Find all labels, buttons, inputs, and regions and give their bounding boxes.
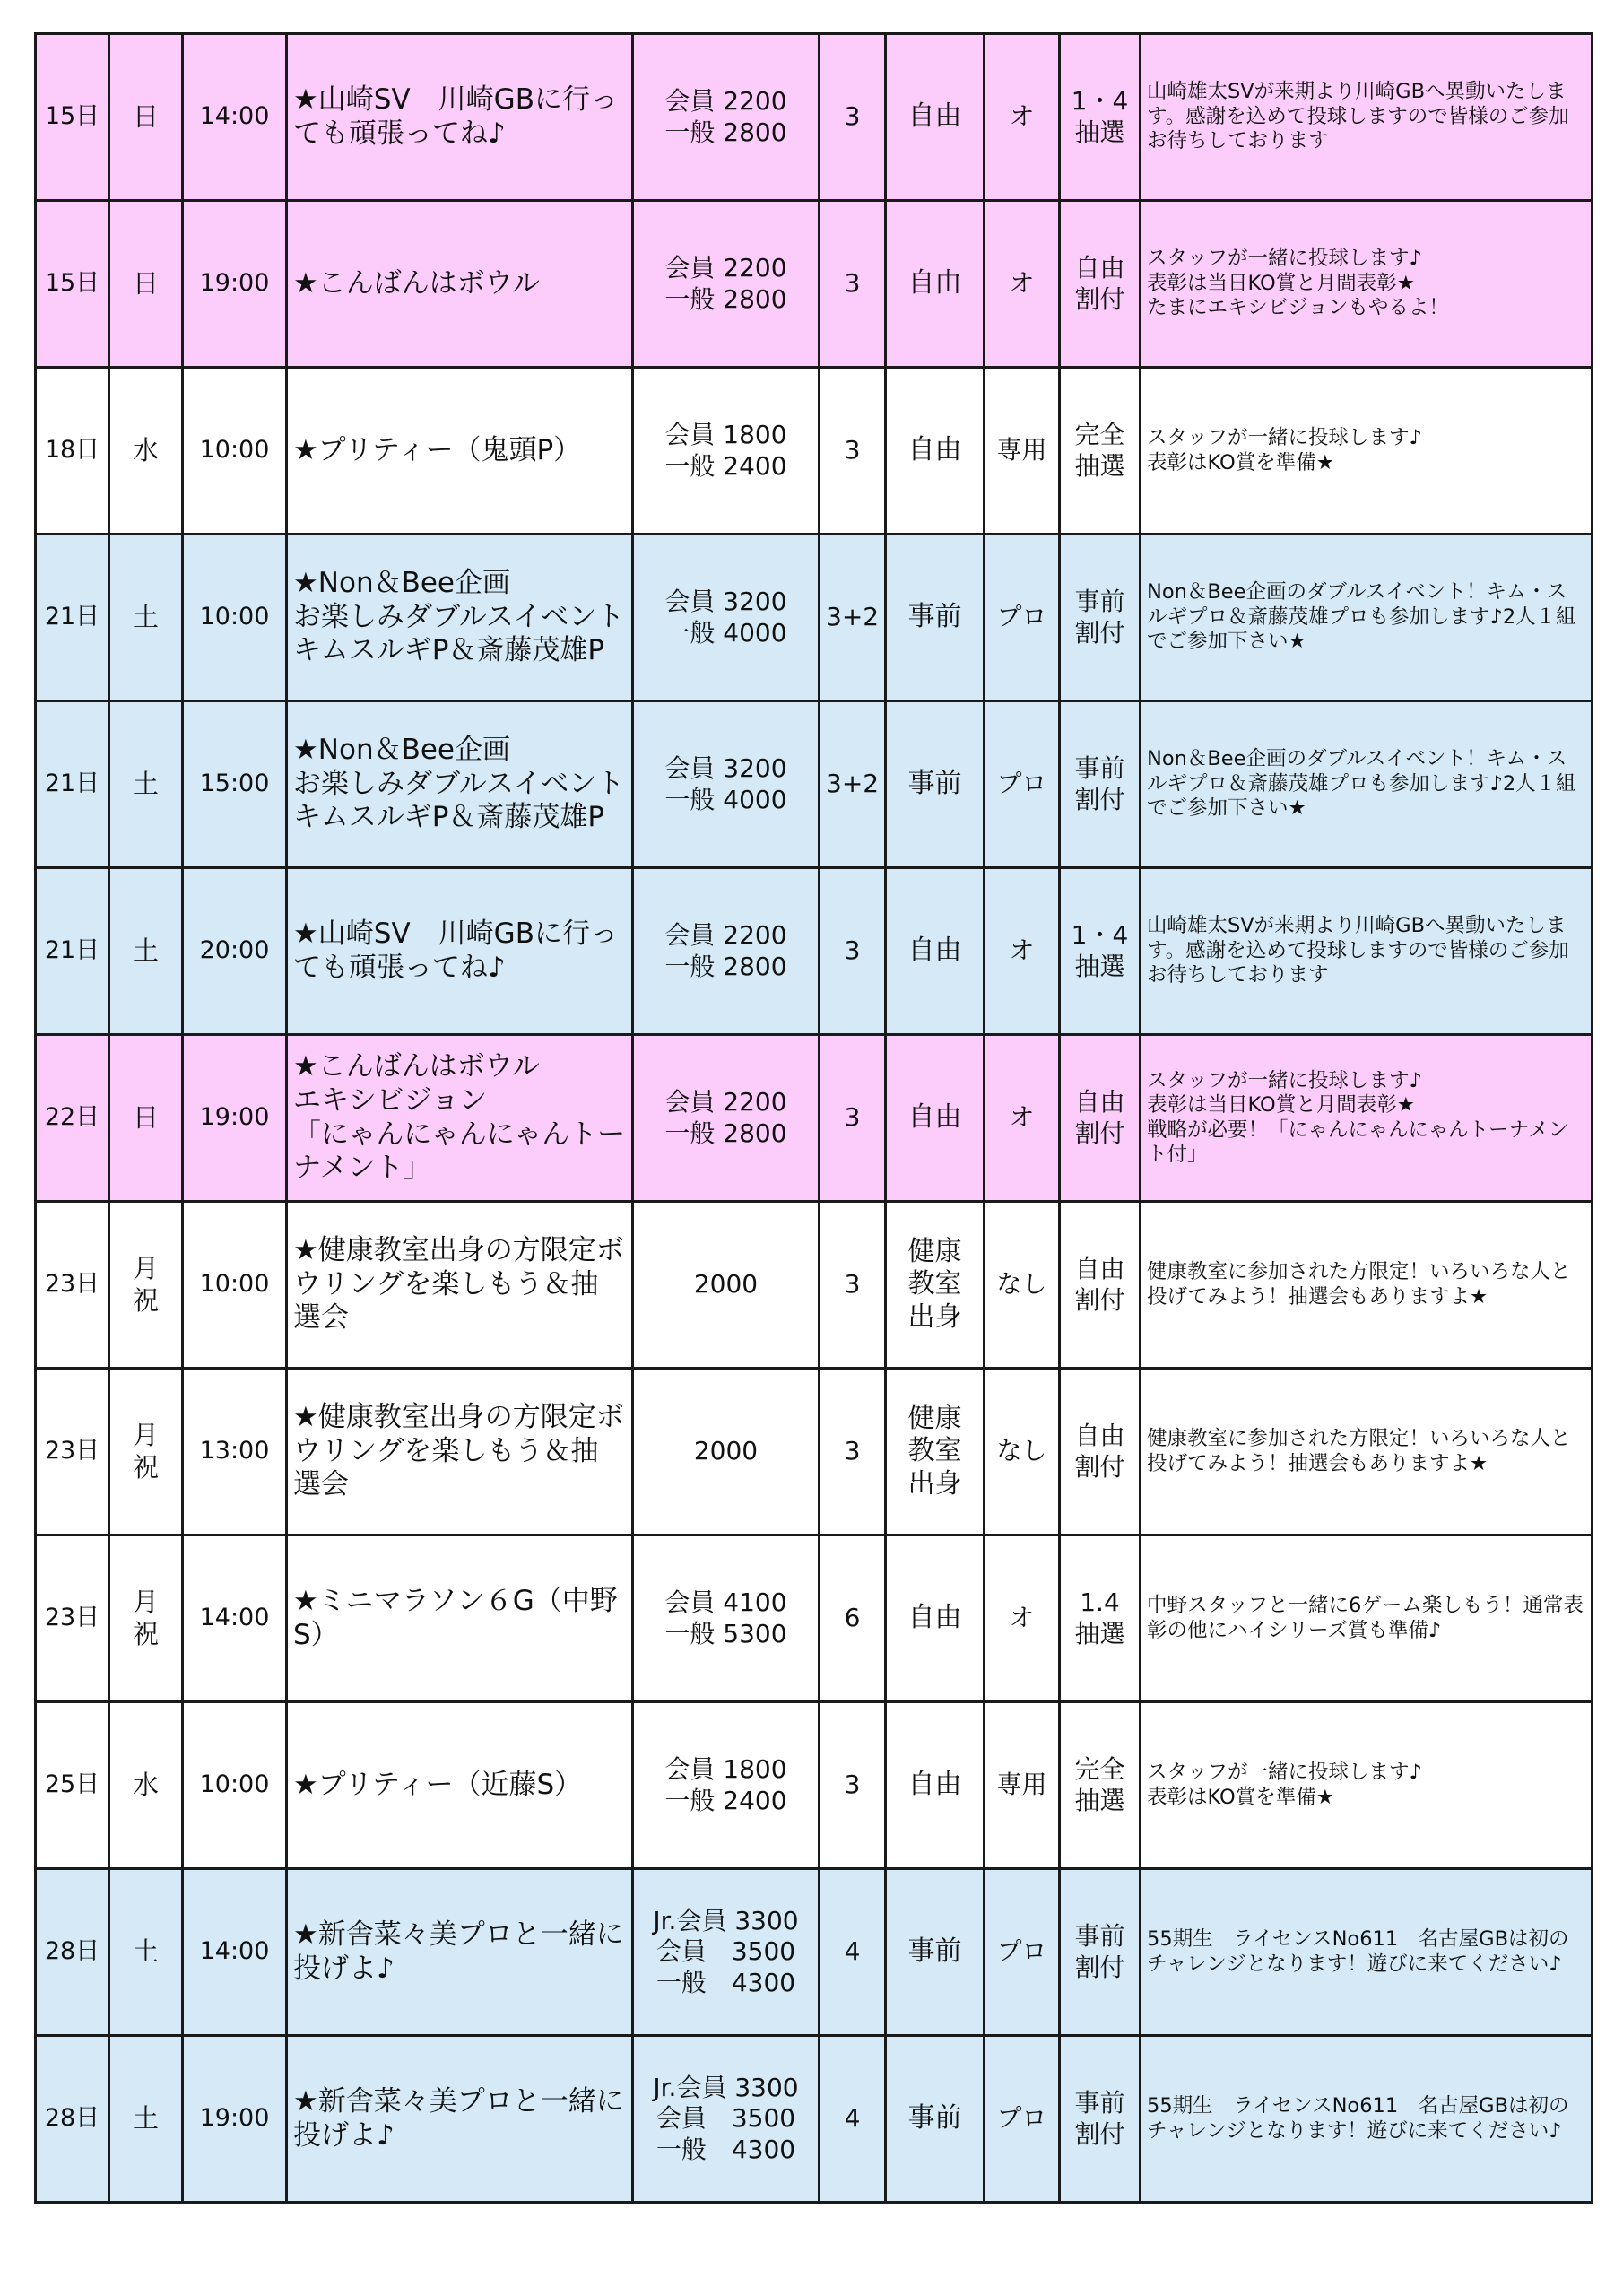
event-day-cell [36,1369,109,1535]
event-games: 3 [844,1436,861,1466]
event-lane-cell [985,1369,1060,1535]
event-weekday-cell [109,201,183,368]
event-weekday-cell [109,535,183,701]
event-entry-type-cell [886,701,985,868]
event-note: 55期生 ライセンスNo611 名古屋GBは初のチャレンジとなります！遊びに来てください♪ [1147,2094,1569,2143]
event-lane-cell [985,2036,1060,2203]
event-award-method: 1・4 抽選 [1071,920,1129,981]
event-time-cell [183,1869,287,2036]
event-entry-type: 事前 [907,1935,962,1968]
event-games: 3 [844,1770,861,1800]
event-title-cell [287,1202,633,1369]
event-note-cell [1141,701,1593,868]
event-games: 3 [844,435,861,465]
event-weekday-cell [109,1369,183,1535]
event-note: 健康教室に参加された方限定！いろいろな人と投げてみよう！抽選会もありますよ★ [1147,1260,1571,1309]
event-fee: Jr.会員 3300 会員 3500 一般 4300 [653,2073,799,2164]
event-fee-cell [633,1202,820,1369]
event-award-method: 1.4 抽選 [1074,1587,1125,1648]
event-time-cell [183,868,287,1035]
event-fee: 会員 2200 一般 2800 [664,86,787,147]
event-fee-cell [633,201,820,368]
event-entry-type: 事前 [907,768,962,800]
event-games: 4 [844,1936,861,1967]
event-day: 21日 [44,936,100,965]
event-lane-cell [985,1535,1060,1702]
event-time: 14:00 [199,1937,270,1966]
event-title: ★こんばんはボウル エキシビジョン 「にゃんにゃんにゃんトーナメント」 [293,1049,626,1185]
event-time-cell [183,1369,287,1535]
event-weekday: 日 [132,100,159,132]
event-award-method-cell [1060,1202,1141,1369]
table-row [36,2036,1593,2203]
event-entry-type-cell [886,1202,985,1369]
event-day: 21日 [44,603,100,631]
event-title: ★新舎菜々美プロと一緒に投げよ♪ [293,2084,624,2152]
event-fee: 会員 4100 一般 5300 [664,1587,787,1648]
event-fee-cell [633,368,820,535]
event-title-cell [287,535,633,701]
event-games-cell [820,868,886,1035]
event-games-cell [820,535,886,701]
event-title: ★健康教室出身の方限定ボウリングを楽しもう＆抽選会 [293,1233,624,1335]
event-weekday: 土 [132,1935,159,1967]
event-weekday: 土 [132,935,159,966]
event-award-method-cell [1060,1535,1141,1702]
event-entry-type: 自由 [907,267,962,300]
event-day-cell [36,1035,109,1202]
event-note-cell [1141,1202,1593,1369]
event-fee: 2000 [693,1436,759,1466]
event-note: 山崎雄太SVが来期より川崎GBへ異動いたします。感謝を込めて投球しますので皆様のご参加お待ちしております [1147,80,1569,153]
event-day-cell [36,1535,109,1702]
event-note-cell [1141,34,1593,201]
event-time-cell [183,2036,287,2203]
event-games-cell [820,1869,886,2036]
event-entry-type: 自由 [907,434,962,466]
event-fee-cell [633,1702,820,1869]
table-row [36,868,1593,1035]
event-games-cell [820,1369,886,1535]
event-title-cell [287,868,633,1035]
event-note-cell [1141,368,1593,535]
event-entry-type-cell [886,1535,985,1702]
event-entry-type: 自由 [907,1101,962,1134]
event-fee: 会員 3200 一般 4000 [664,587,787,648]
event-award-method-cell [1060,1702,1141,1869]
event-title-cell [287,1369,633,1535]
event-lane-cell [985,368,1060,535]
event-weekday-cell [109,1702,183,1869]
event-weekday-cell [109,1535,183,1702]
table-row [36,535,1593,701]
table-row [36,1202,1593,1369]
event-lane-cell [985,1869,1060,2036]
event-day-cell [36,368,109,535]
event-games: 3 [844,268,861,299]
event-note: Non＆Bee企画のダブルスイベント！キム・スルギプロ＆斎藤茂雄プロも参加します♪2人１組でご参加下さい★ [1147,580,1576,654]
event-award-method-cell [1060,1869,1141,2036]
event-entry-type-cell [886,201,985,368]
event-games: 6 [844,1603,861,1633]
event-day: 22日 [44,1103,100,1132]
event-fee-cell [633,535,820,701]
event-weekday-cell [109,2036,183,2203]
event-day: 23日 [44,1270,100,1299]
event-title-cell [287,1702,633,1869]
event-title-cell [287,1869,633,2036]
event-time-cell [183,368,287,535]
event-time-cell [183,701,287,868]
event-weekday-cell [109,701,183,868]
event-fee: Jr.会員 3300 会員 3500 一般 4300 [653,1906,799,1997]
event-time: 14:00 [199,1604,270,1632]
event-games-cell [820,34,886,201]
event-entry-type: 自由 [907,1602,962,1634]
event-title: ★プリティー（鬼頭P） [293,433,582,466]
event-games-cell [820,1535,886,1702]
event-fee: 会員 2200 一般 2800 [664,253,787,314]
event-title: ★新舎菜々美プロと一緒に投げよ♪ [293,1918,624,1985]
event-title: ★Non＆Bee企画 お楽しみダブルスイベント キムスルギP＆斎藤茂雄P [293,733,625,834]
event-note-cell [1141,1535,1593,1702]
table-row [36,368,1593,535]
event-lane-cell [985,1202,1060,1369]
event-note-cell [1141,1702,1593,1869]
event-fee: 会員 3200 一般 4000 [664,753,787,814]
event-day: 25日 [44,1770,100,1799]
table-row [36,201,1593,368]
event-award-method-cell [1060,701,1141,868]
event-entry-type: 健康 教室 出身 [907,1235,962,1333]
event-lane: オ [1009,1102,1035,1133]
event-award-method: 完全 抽選 [1074,420,1125,481]
event-lane: 専用 [996,1770,1047,1800]
table-row [36,1702,1593,1869]
event-weekday: 土 [132,2102,159,2134]
event-award-method: 自由 割付 [1074,1254,1125,1315]
event-lane: オ [1009,935,1035,966]
event-time-cell [183,535,287,701]
event-games-cell [820,1035,886,1202]
event-lane: プロ [996,1936,1047,1967]
event-day-cell [36,1702,109,1869]
event-time: 19:00 [199,1103,270,1132]
event-time-cell [183,1702,287,1869]
event-entry-type-cell [886,1369,985,1535]
event-time-cell [183,34,287,201]
event-award-method: 事前 割付 [1074,1921,1125,1982]
table-row [36,701,1593,868]
event-note-cell [1141,201,1593,368]
event-title: ★こんばんはボウル [293,266,540,300]
event-fee-cell [633,2036,820,2203]
event-fee-cell [633,1869,820,2036]
event-award-method: 1・4 抽選 [1071,86,1129,147]
event-time-cell [183,1535,287,1702]
event-lane: 専用 [996,435,1047,465]
event-note-cell [1141,2036,1593,2203]
event-games: 3+2 [826,602,880,632]
event-award-method-cell [1060,368,1141,535]
event-entry-type: 自由 [907,935,962,967]
event-lane-cell [985,1702,1060,1869]
event-weekday-cell [109,368,183,535]
event-games-cell [820,201,886,368]
event-fee-cell [633,701,820,868]
event-time-cell [183,201,287,368]
event-time-cell [183,1202,287,1369]
event-title: ★プリティー（近藤S） [293,1768,583,1801]
event-weekday: 水 [132,434,159,465]
event-time: 10:00 [199,1770,270,1799]
event-weekday: 日 [132,1101,159,1133]
event-title-cell [287,368,633,535]
event-time: 14:00 [199,102,270,131]
event-day: 28日 [44,1937,100,1966]
event-time-cell [183,1035,287,1202]
table-row [36,1369,1593,1535]
event-award-method-cell [1060,201,1141,368]
event-entry-type: 健康 教室 出身 [907,1402,962,1500]
event-title-cell [287,701,633,868]
event-title-cell [287,1035,633,1202]
event-note: Non＆Bee企画のダブルスイベント！キム・スルギプロ＆斎藤茂雄プロも参加します♪2人１組でご参加下さい★ [1147,747,1576,821]
event-lane: オ [1009,268,1035,299]
event-time: 19:00 [199,269,270,298]
event-fee-cell [633,1369,820,1535]
event-weekday-cell [109,1202,183,1369]
event-fee-cell [633,34,820,201]
event-fee-cell [633,868,820,1035]
event-entry-type-cell [886,1702,985,1869]
event-games-cell [820,1202,886,1369]
event-games: 3 [844,1102,861,1133]
event-title-cell [287,201,633,368]
event-fee-cell [633,1035,820,1202]
event-entry-type-cell [886,34,985,201]
event-day-cell [36,1202,109,1369]
event-weekday-cell [109,1869,183,2036]
event-games: 4 [844,2103,861,2134]
event-games-cell [820,368,886,535]
event-time: 10:00 [199,436,270,465]
event-note-cell [1141,1035,1593,1202]
event-entry-type: 事前 [907,2102,962,2135]
event-entry-type-cell [886,2036,985,2203]
table-row [36,34,1593,201]
event-award-method: 自由 割付 [1074,1421,1125,1482]
event-entry-type-cell [886,535,985,701]
event-weekday-cell [109,868,183,1035]
event-lane-cell [985,34,1060,201]
event-note: スタッフが一緒に投球します♪ 表彰は当日KO賞と月間表彰★ たまにエキシビジョンもやるよ！ [1147,247,1449,320]
event-award-method: 事前 割付 [1074,753,1125,814]
event-day: 21日 [44,770,100,798]
event-award-method: 自由 割付 [1074,253,1125,314]
event-award-method-cell [1060,2036,1141,2203]
event-fee: 会員 2200 一般 2800 [664,1087,787,1148]
event-note: 健康教室に参加された方限定！いろいろな人と投げてみよう！抽選会もありますよ★ [1147,1427,1571,1475]
event-award-method-cell [1060,34,1141,201]
event-weekday-cell [109,34,183,201]
event-entry-type: 自由 [907,1769,962,1801]
event-day: 18日 [44,436,100,465]
event-weekday: 土 [132,768,159,799]
event-note-cell [1141,535,1593,701]
table-row [36,1869,1593,2036]
event-fee: 会員 1800 一般 2400 [664,420,787,481]
event-fee-cell [633,1535,820,1702]
event-lane: なし [996,1436,1047,1466]
event-title-cell [287,1535,633,1702]
event-note-cell [1141,1369,1593,1535]
event-entry-type-cell [886,368,985,535]
event-lane: プロ [996,602,1047,632]
event-title: ★ミニマラソン６G（中野S） [293,1584,618,1651]
event-lane: オ [1009,1603,1035,1633]
event-title: ★山崎SV 川崎GBに行っても頑張ってね♪ [293,83,618,150]
event-fee: 会員 2200 一般 2800 [664,920,787,981]
event-weekday-cell [109,1035,183,1202]
event-note-cell [1141,1869,1593,2036]
event-award-method: 完全 抽選 [1074,1754,1125,1815]
event-note: スタッフが一緒に投球します♪ 表彰は当日KO賞と月間表彰★ 戦略が必要！「にゃんにゃんにゃんトーナメント付」 [1147,1068,1569,1166]
event-weekday: 日 [132,267,159,299]
event-lane-cell [985,701,1060,868]
event-award-method: 事前 割付 [1074,2088,1125,2149]
event-weekday: 月 祝 [132,1253,159,1316]
event-title-cell [287,2036,633,2203]
event-award-method-cell [1060,1035,1141,1202]
event-day-cell [36,2036,109,2203]
event-games: 3 [844,101,861,132]
event-lane: プロ [996,769,1047,799]
event-games: 3 [844,935,861,966]
event-entry-type: 事前 [907,601,962,633]
event-weekday: 土 [132,601,159,632]
table-row [36,1535,1593,1702]
event-title: ★山崎SV 川崎GBに行っても頑張ってね♪ [293,917,618,984]
event-award-method-cell [1060,868,1141,1035]
event-entry-type-cell [886,1035,985,1202]
event-lane: オ [1009,101,1035,132]
event-weekday: 月 祝 [132,1587,159,1649]
event-lane-cell [985,868,1060,1035]
event-games-cell [820,701,886,868]
event-fee: 会員 1800 一般 2400 [664,1754,787,1815]
event-weekday: 水 [132,1769,159,1800]
event-lane-cell [985,535,1060,701]
event-games-cell [820,1702,886,1869]
event-award-method-cell [1060,1369,1141,1535]
event-lane-cell [985,201,1060,368]
event-day-cell [36,34,109,201]
event-day: 15日 [44,269,100,298]
event-day-cell [36,535,109,701]
event-award-method-cell [1060,535,1141,701]
event-day: 23日 [44,1604,100,1632]
event-lane-cell [985,1035,1060,1202]
event-award-method: 事前 割付 [1074,587,1125,648]
event-day-cell [36,1869,109,2036]
event-time: 19:00 [199,2104,270,2133]
event-title-cell [287,34,633,201]
event-title: ★健康教室出身の方限定ボウリングを楽しもう＆抽選会 [293,1400,624,1501]
event-time: 10:00 [199,603,270,631]
event-schedule-table [34,32,1593,2204]
event-entry-type-cell [886,1869,985,2036]
event-weekday: 月 祝 [132,1420,159,1483]
event-day: 23日 [44,1437,100,1465]
event-note: スタッフが一緒に投球します♪ 表彰はKO賞を準備★ [1147,1761,1422,1809]
event-games-cell [820,2036,886,2203]
event-games: 3 [844,1269,861,1300]
event-time: 13:00 [199,1437,270,1465]
table-row [36,1035,1593,1202]
event-day-cell [36,701,109,868]
event-day-cell [36,201,109,368]
event-time: 15:00 [199,770,270,798]
event-note: 山崎雄太SVが来期より川崎GBへ異動いたします。感謝を込めて投球しますので皆様のご参加お待ちしております [1147,914,1569,987]
event-day: 15日 [44,102,100,131]
event-time: 10:00 [199,1270,270,1299]
event-day: 28日 [44,2104,100,2133]
event-lane: なし [996,1269,1047,1300]
event-award-method: 自由 割付 [1074,1087,1125,1148]
event-fee: 2000 [693,1269,759,1300]
event-note: スタッフが一緒に投球します♪ 表彰はKO賞を準備★ [1147,426,1422,474]
event-day-cell [36,868,109,1035]
event-note: 55期生 ライセンスNo611 名古屋GBは初のチャレンジとなります！遊びに来てください♪ [1147,1927,1569,1976]
event-lane: プロ [996,2103,1047,2134]
event-time: 20:00 [199,936,270,965]
event-title: ★Non＆Bee企画 お楽しみダブルスイベント キムスルギP＆斎藤茂雄P [293,566,625,667]
event-entry-type: 自由 [907,100,962,133]
event-entry-type-cell [886,868,985,1035]
event-games: 3+2 [826,769,880,799]
event-note: 中野スタッフと一緒に6ゲーム楽しもう！通常表彰の他にハイシリーズ賞も準備♪ [1147,1594,1584,1642]
event-note-cell [1141,868,1593,1035]
